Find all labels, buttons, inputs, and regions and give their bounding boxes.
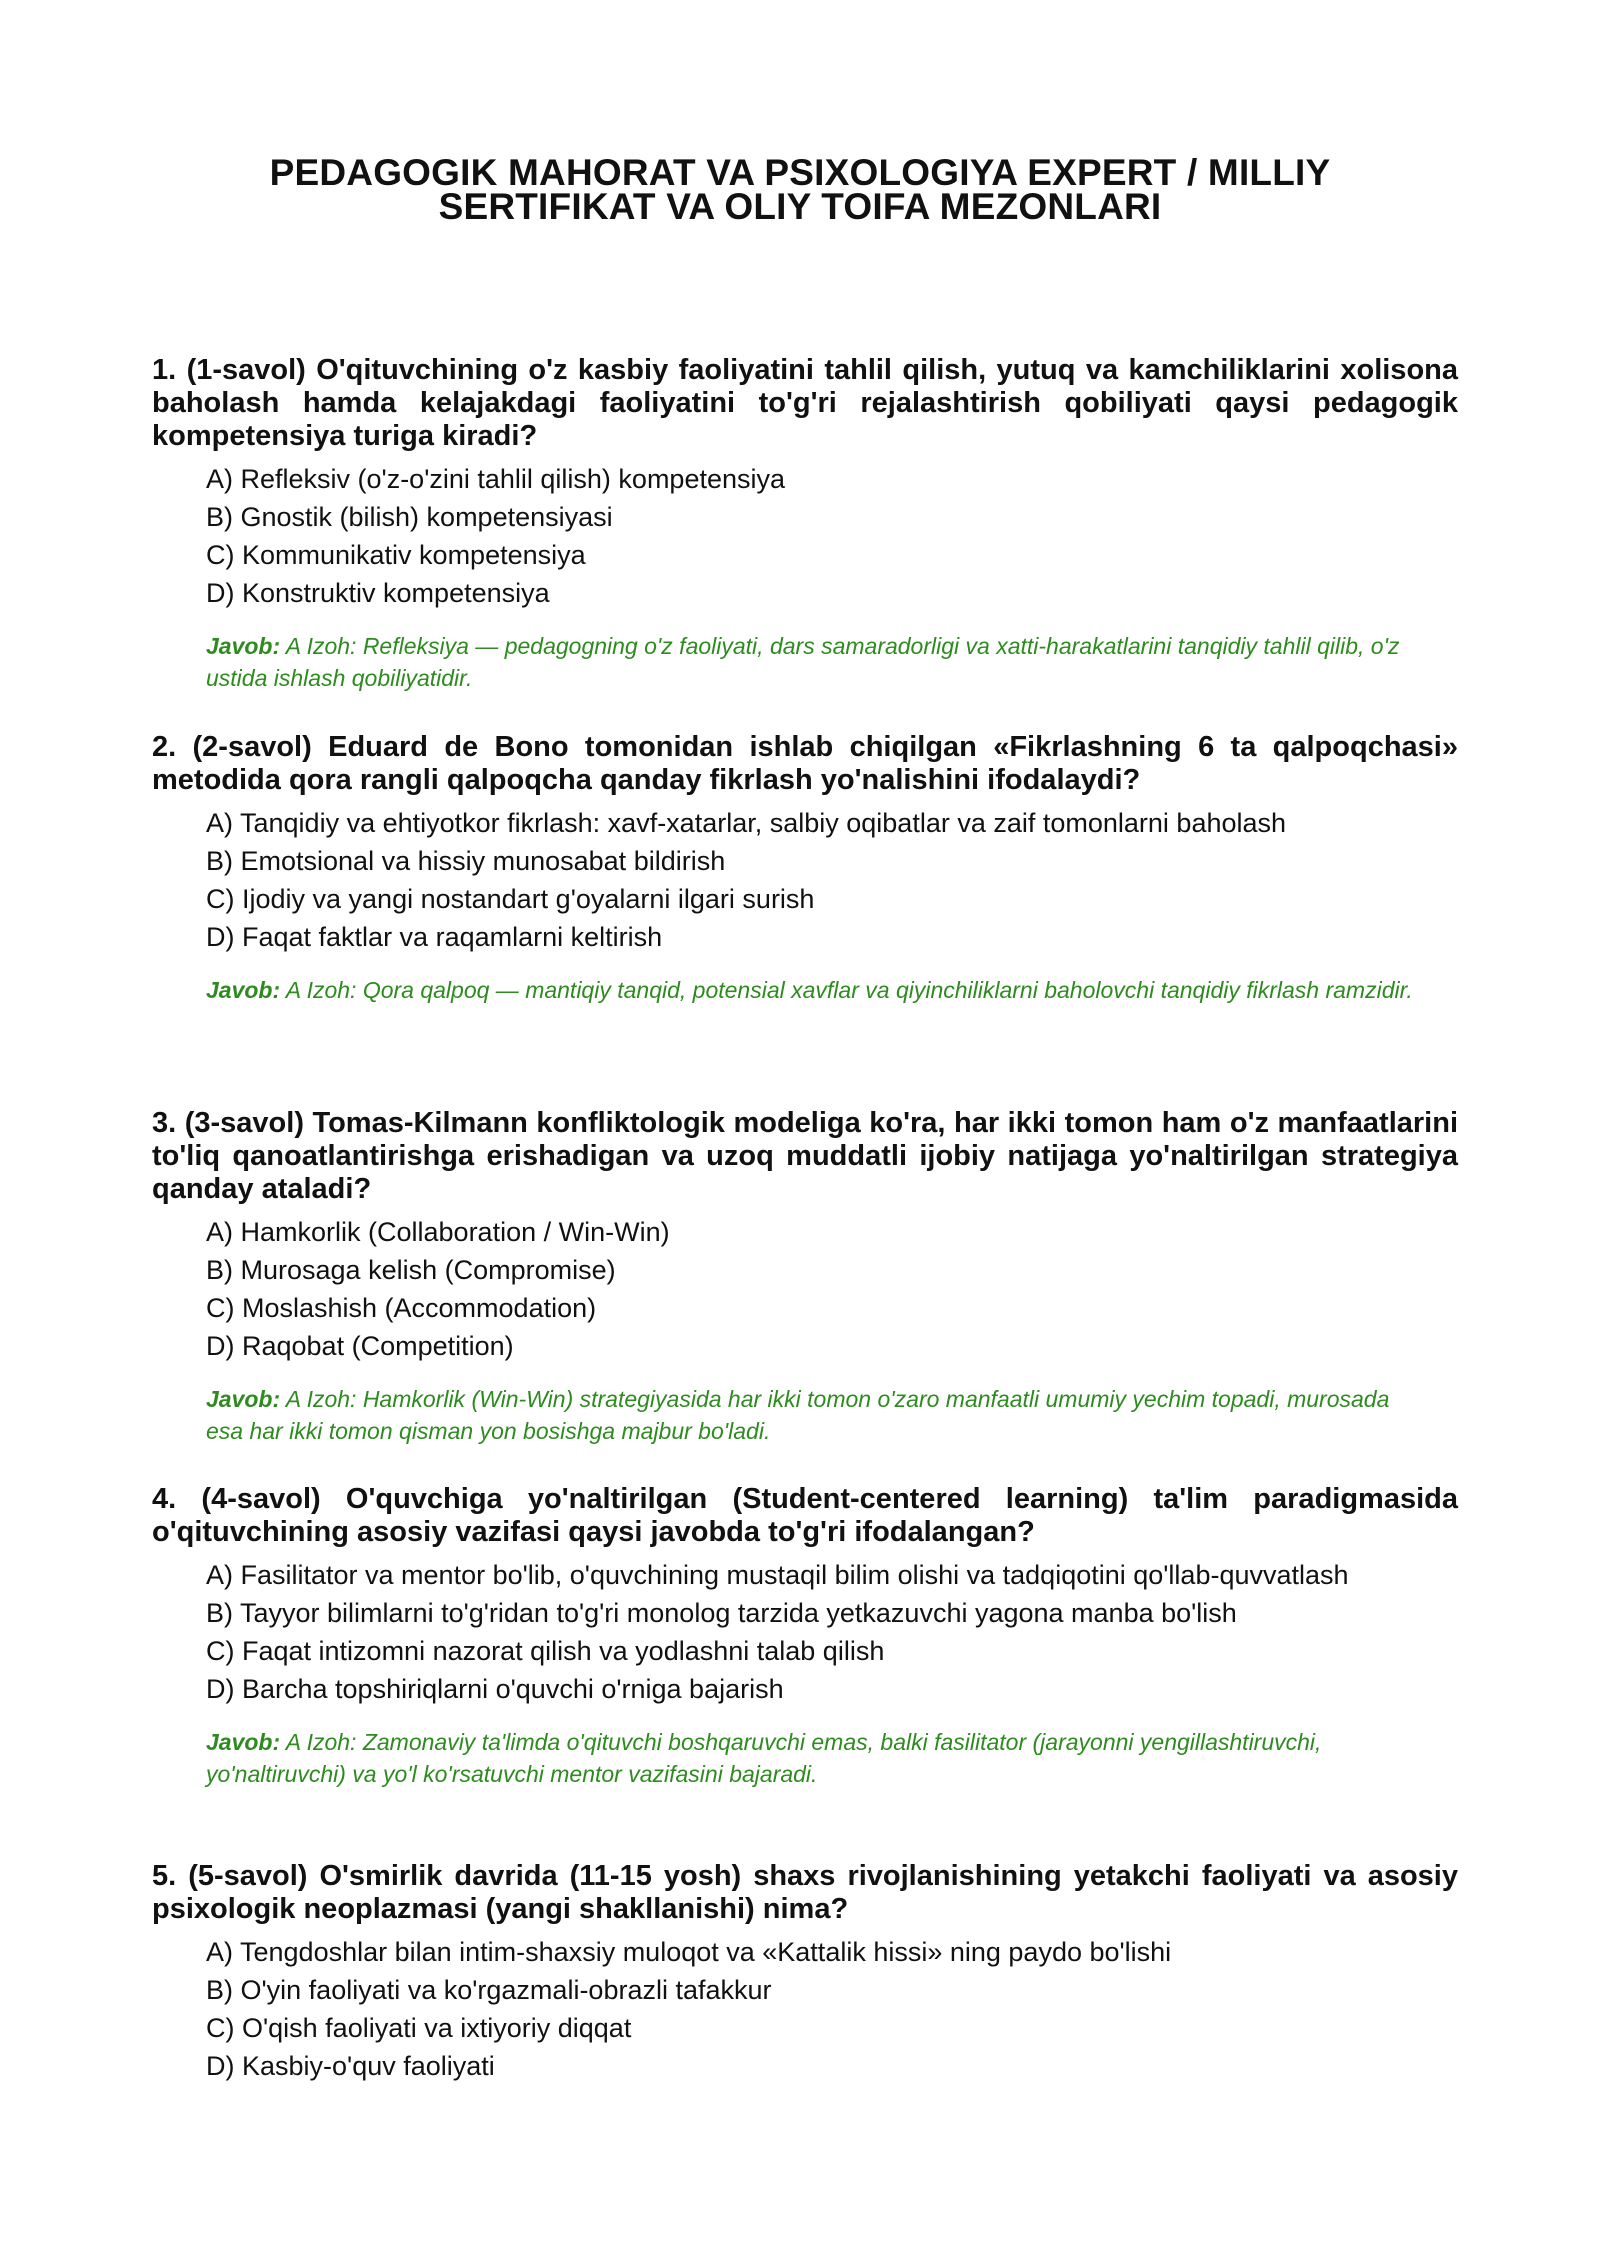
question-2 [152, 731, 1458, 1006]
option-a: A) Fasilitator va mentor bo'lib, o'quvchining mustaqil bilim olishi va tadqiqotini qo'llab-quvvatlash [206, 1560, 1349, 1590]
answer-label: Javob: [206, 1386, 281, 1412]
answer-explanation [206, 630, 1458, 694]
option-c: C) O'qish faoliyati va ixtiyoriy diqqat [206, 2013, 632, 2043]
option-list [152, 1936, 1458, 2083]
question-stem: 3. (3-savol) Tomas-Kilmann konfliktologik modeliga ko'ra, har ikki tomon ham o'z manfaatlarini to'liq qanoatlantirishga erishadigan va uzoq muddatli ijobiy natijaga yo'naltirilgan strategiya qanday ataladi? [152, 1107, 1458, 1205]
option-a: A) Tanqidiy va ehtiyotkor fikrlash: xavf-xatarlar, salbiy oqibatlar va zaif tomonlarni baholash [206, 808, 1287, 838]
question-3 [152, 1107, 1458, 1447]
option-c: C) Kommunikativ kompetensiya [206, 540, 586, 570]
option-c: C) Ijodiy va yangi nostandart g'oyalarni ilgari surish [206, 884, 815, 914]
question-stem: 2. (2-savol) Eduard de Bono tomonidan ishlab chiqilgan «Fikrlashning 6 ta qalpoqchasi» metodida qora rangli qalpoqcha qanday fikrlash yo'nalishini ifodalaydi? [152, 731, 1458, 796]
question-stem: 5. (5-savol) O'smirlik davrida (11-15 yosh) shaxs rivojlanishining yetakchi faoliyati va asosiy psixologik neoplazmasi (yangi shakllanishi) nima? [152, 1860, 1458, 1925]
answer-label: Javob: [206, 1729, 281, 1755]
option-list [152, 807, 1458, 954]
option-b: B) Murosaga kelish (Compromise) [206, 1255, 616, 1285]
option-d: D) Barcha topshiriqlarni o'quvchi o'rniga bajarish [206, 1674, 784, 1704]
question-1 [152, 354, 1458, 694]
answer-text: A Izoh: Qora qalpoq — mantiqiy tanqid, potensial xavflar va qiyinchiliklarni baholovchi tanqidiy fikrlash ramzidir. [285, 977, 1413, 1003]
option-b: B) O'yin faoliyati va ko'rgazmali-obrazli tafakkur [206, 1975, 772, 2005]
option-d: D) Konstruktiv kompetensiya [206, 578, 550, 608]
question-4 [152, 1483, 1458, 1790]
answer-explanation [206, 974, 1458, 1006]
document-title-line-2: SERTIFIKAT VA OLIY TOIFA MEZONLARI [438, 186, 1162, 227]
option-list [152, 1559, 1458, 1706]
answer-explanation [206, 1726, 1458, 1790]
option-d: D) Faqat faktlar va raqamlarni keltirish [206, 922, 663, 952]
document-title [130, 152, 1470, 227]
answer-label: Javob: [206, 633, 281, 659]
option-list [152, 463, 1458, 610]
question-stem: 1. (1-savol) O'qituvchining o'z kasbiy faoliyatini tahlil qilish, yutuq va kamchiliklarini xolisona baholash hamda kelajakdagi faoliyatini to'g'ri rejalashtirish qobiliyati qaysi pedagogik kompetensiya turiga kiradi? [152, 354, 1458, 452]
option-c: C) Faqat intizomni nazorat qilish va yodlashni talab qilish [206, 1636, 885, 1666]
option-c: C) Moslashish (Accommodation) [206, 1293, 597, 1323]
option-b: B) Gnostik (bilish) kompetensiyasi [206, 502, 613, 532]
option-a: A) Tengdoshlar bilan intim-shaxsiy muloqot va «Kattalik hissi» ning paydo bo'lishi [206, 1937, 1172, 1967]
option-b: B) Tayyor bilimlarni to'g'ridan to'g'ri monolog tarzida yetkazuvchi yagona manba bo'lish [206, 1598, 1237, 1628]
option-b: B) Emotsional va hissiy munosabat bildirish [206, 846, 726, 876]
option-a: A) Hamkorlik (Collaboration / Win-Win) [206, 1217, 670, 1247]
answer-text: A Izoh: Hamkorlik (Win-Win) strategiyasida har ikki tomon o'zaro manfaatli umumiy yechim topadi, murosada esa har ikki tomon qisman yon bosishga majbur bo'ladi. [206, 1386, 1390, 1444]
option-list [152, 1216, 1458, 1363]
answer-explanation [206, 1383, 1458, 1447]
answer-text: A Izoh: Refleksiya — pedagogning o'z faoliyati, dars samaradorligi va xatti-harakatlarini tanqidiy tahlil qilib, o'z ustida ishlash qobiliyatidir. [206, 633, 1400, 691]
option-d: D) Kasbiy-o'quv faoliyati [206, 2051, 495, 2081]
option-a: A) Refleksiv (o'z-o'zini tahlil qilish) kompetensiya [206, 464, 786, 494]
option-d: D) Raqobat (Competition) [206, 1331, 514, 1361]
question-5 [152, 1860, 1458, 2088]
answer-text: A Izoh: Zamonaviy ta'limda o'qituvchi boshqaruvchi emas, balki fasilitator (jarayonni yengillashtiruvchi, yo'naltiruvchi) va yo'l ko'rsatuvchi mentor vazifasini bajaradi. [206, 1729, 1322, 1787]
document-title-line-1: PEDAGOGIK MAHORAT VA PSIXOLOGIYA EXPERT / MILLIY [269, 152, 1331, 193]
question-stem: 4. (4-savol) O'quvchiga yo'naltirilgan (Student-centered learning) ta'lim paradigmasida o'qituvchining asosiy vazifasi qaysi javobda to'g'ri ifodalangan? [152, 1483, 1458, 1548]
answer-label: Javob: [206, 977, 281, 1003]
